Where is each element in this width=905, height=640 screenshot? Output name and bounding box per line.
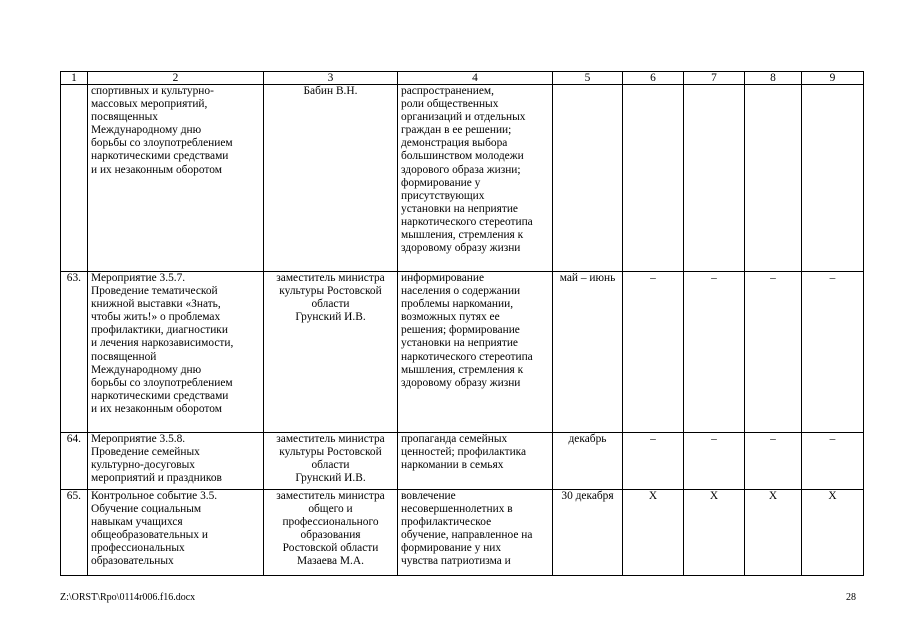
term-cell: май – июнь — [553, 272, 623, 433]
column-header: 6 — [623, 72, 684, 85]
col6-cell — [623, 85, 684, 272]
col9-cell — [802, 85, 864, 272]
responsible-cell: заместитель министра культуры Ростовской области Грунский И.В. — [264, 433, 398, 490]
table-row — [61, 433, 864, 490]
table-row — [61, 85, 864, 272]
col7-cell: – — [684, 433, 745, 490]
col8-cell: – — [745, 272, 802, 433]
col7-cell: Х — [684, 490, 745, 576]
row-number — [61, 85, 88, 272]
table-row — [61, 490, 864, 576]
column-header: 2 — [88, 72, 264, 85]
col8-cell — [745, 85, 802, 272]
result-cell: пропаганда семейных ценностей; профилактика наркомании в семьях — [398, 433, 553, 490]
term-cell: декабрь — [553, 433, 623, 490]
column-header: 4 — [398, 72, 553, 85]
plan-table — [60, 71, 864, 576]
responsible-cell: заместитель министра культуры Ростовской области Грунский И.В. — [264, 272, 398, 433]
col6-cell: Х — [623, 490, 684, 576]
column-header: 9 — [802, 72, 864, 85]
row-number: 65. — [61, 490, 88, 576]
result-cell: информирование населения о содержании проблемы наркомании, возможных путях ее решения; формирование установки на неприятие наркотического стереотипа мышления, стремления к здоровому образу жизни — [398, 272, 553, 433]
table-row — [61, 272, 864, 433]
col9-cell: – — [802, 433, 864, 490]
event-cell: спортивных и культурно- массовых мероприятий, посвященных Международному дню борьбы со злоупотреблением наркотическими средствами и их незаконным оборотом — [88, 85, 264, 272]
term-cell: 30 декабря — [553, 490, 623, 576]
column-header: 8 — [745, 72, 802, 85]
term-cell — [553, 85, 623, 272]
col9-cell: – — [802, 272, 864, 433]
col7-cell — [684, 85, 745, 272]
col6-cell: – — [623, 272, 684, 433]
row-number: 64. — [61, 433, 88, 490]
result-cell: распространением, роли общественных организаций и отдельных граждан в ее решении; демонстрация выбора большинством молодежи здорового образа жизни; формирование у присутствующих установки на неприятие наркотического стереотипа мышления, стремления к здоровому образу жизни — [398, 85, 553, 272]
col6-cell: – — [623, 433, 684, 490]
responsible-cell: заместитель министра общего и профессионального образования Ростовской области Мазаева М.А. — [264, 490, 398, 576]
page-number: 28 — [846, 592, 856, 603]
column-header: 7 — [684, 72, 745, 85]
column-header: 1 — [61, 72, 88, 85]
col8-cell: Х — [745, 490, 802, 576]
responsible-cell: Бабин В.Н. — [264, 85, 398, 272]
column-header: 3 — [264, 72, 398, 85]
event-cell: Мероприятие 3.5.8. Проведение семейных культурно-досуговых мероприятий и праздников — [88, 433, 264, 490]
col9-cell: Х — [802, 490, 864, 576]
header-row — [61, 72, 864, 85]
event-cell: Мероприятие 3.5.7. Проведение тематической книжной выставки «Знать, чтобы жить!» о проблемах профилактики, диагностики и лечения наркозависимости, посвященной Международному дню борьбы со злоупотреблением наркотическими средствами и их незаконным оборотом — [88, 272, 264, 433]
column-header: 5 — [553, 72, 623, 85]
result-cell: вовлечение несовершеннолетних в профилактическое обучение, направленное на формирование у них чувства патриотизма и — [398, 490, 553, 576]
footer-file-path: Z:\ORST\Rpo\0114r006.f16.docx — [60, 592, 196, 603]
event-cell: Контрольное событие 3.5. Обучение социальным навыкам учащихся общеобразовательных и профессиональных образовательных — [88, 490, 264, 576]
col7-cell: – — [684, 272, 745, 433]
row-number: 63. — [61, 272, 88, 433]
col8-cell: – — [745, 433, 802, 490]
